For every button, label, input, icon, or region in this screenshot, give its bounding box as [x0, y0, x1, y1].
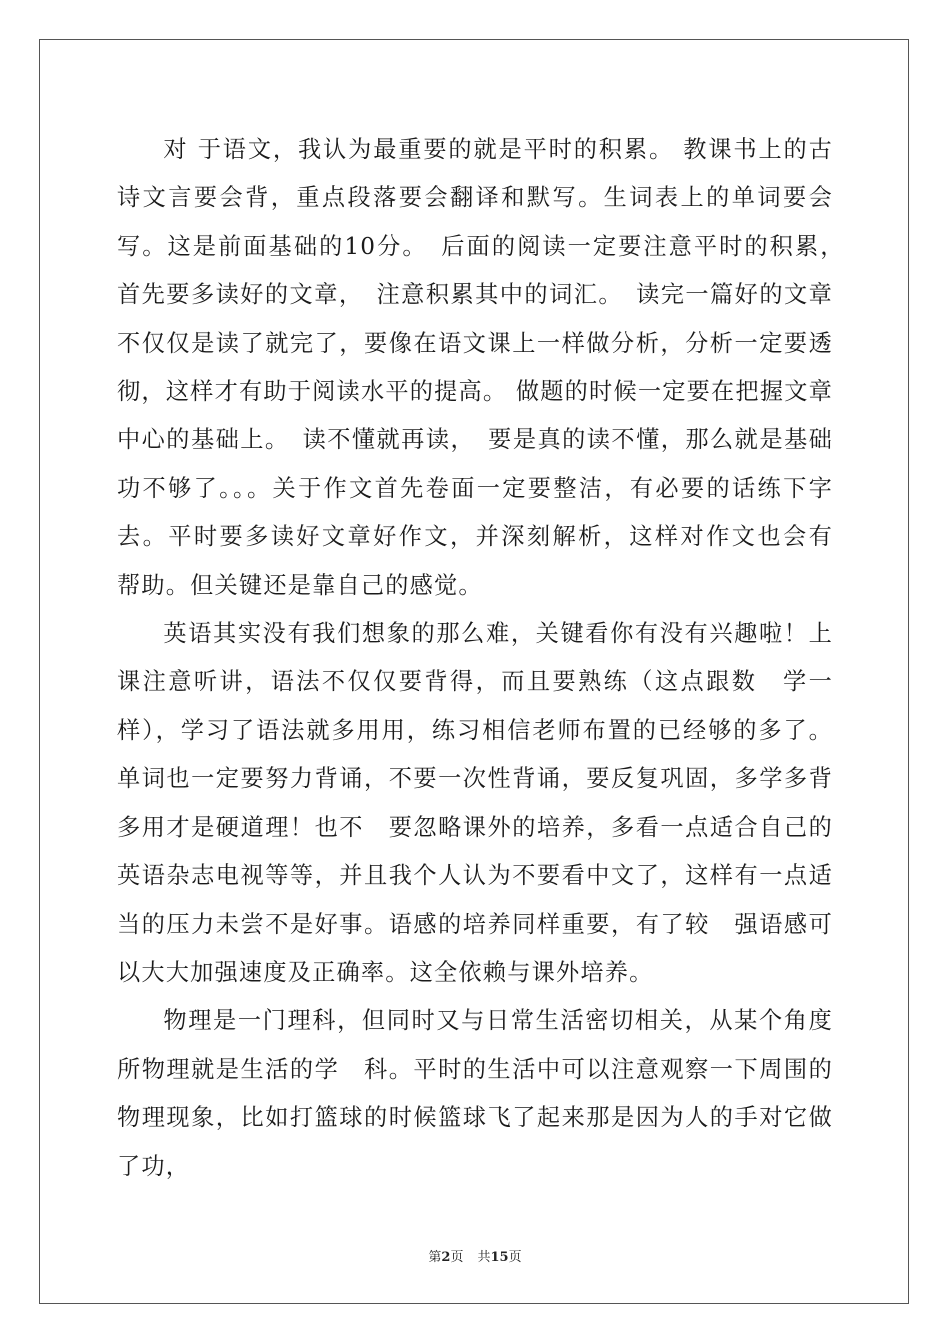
- page-current: 2: [441, 1250, 451, 1265]
- paragraph-physics: 物理是一门理科，但同时又与日常生活密切相关，从某个角度所物理就是生活的学 科。平时的生活中可以注意观察一下周围的物理现象，比如打篮球的时候篮球飞了起来那是因为人的手对它做了功，: [117, 1007, 833, 1180]
- total-prefix: 共: [477, 1250, 491, 1265]
- page-unit: 页: [450, 1250, 464, 1265]
- page-footer: [0, 1246, 950, 1265]
- document-body: [117, 126, 858, 1191]
- total-unit: 页: [508, 1250, 522, 1265]
- paragraph-chinese: 对 于语文，我认为最重要的就是平时的积累。 教课书上的古诗文言要会背，重点段落要会翻译和默写。生词表上的单词要会写。这是前面基础的10分。 后面的阅读一定要注意平时的积累， 首先要多读好的文章， 注意积累其中的词汇。 读完一篇好的文章不仅仅是读了就完了，要像在语文课上一样做分析，分析一定要透彻，这样才有助于阅读水平的提高。 做题的时候一定要在把握文章中心的基础上。 读不懂就再读， 要是真的读不懂，那么就是基础功不够了。。。关于作文首先卷面一定要整洁，有必要的话练下字去。平时要多读好文章好作文，并深刻解析，这样对作文也会有 帮助。但关键还是靠自己的感觉。: [117, 136, 858, 599]
- paragraph-english: 英语其实没有我们想象的那么难，关键看你有没有兴趣啦！上课注意听讲，语法不仅仅要背得，而且要熟练（这点跟数 学一样），学习了语法就多用用，练习相信老师布置的已经够的多了。单词也一定要努力背诵，不要一次性背诵，要反复巩固，多学多背多用才是硬道理！也不 要忽略课外的培养，多看一点适合自己的英语杂志电视等等，并且我个人认为不要看中文了，这样有一点适当的压力未尝不是好事。语感的培养同样重要，有了较 强语感可以大大加强速度及正确率。这全依赖与课外培养。: [117, 620, 833, 986]
- page-prefix: 第: [428, 1250, 442, 1265]
- page-total: 15: [490, 1250, 509, 1265]
